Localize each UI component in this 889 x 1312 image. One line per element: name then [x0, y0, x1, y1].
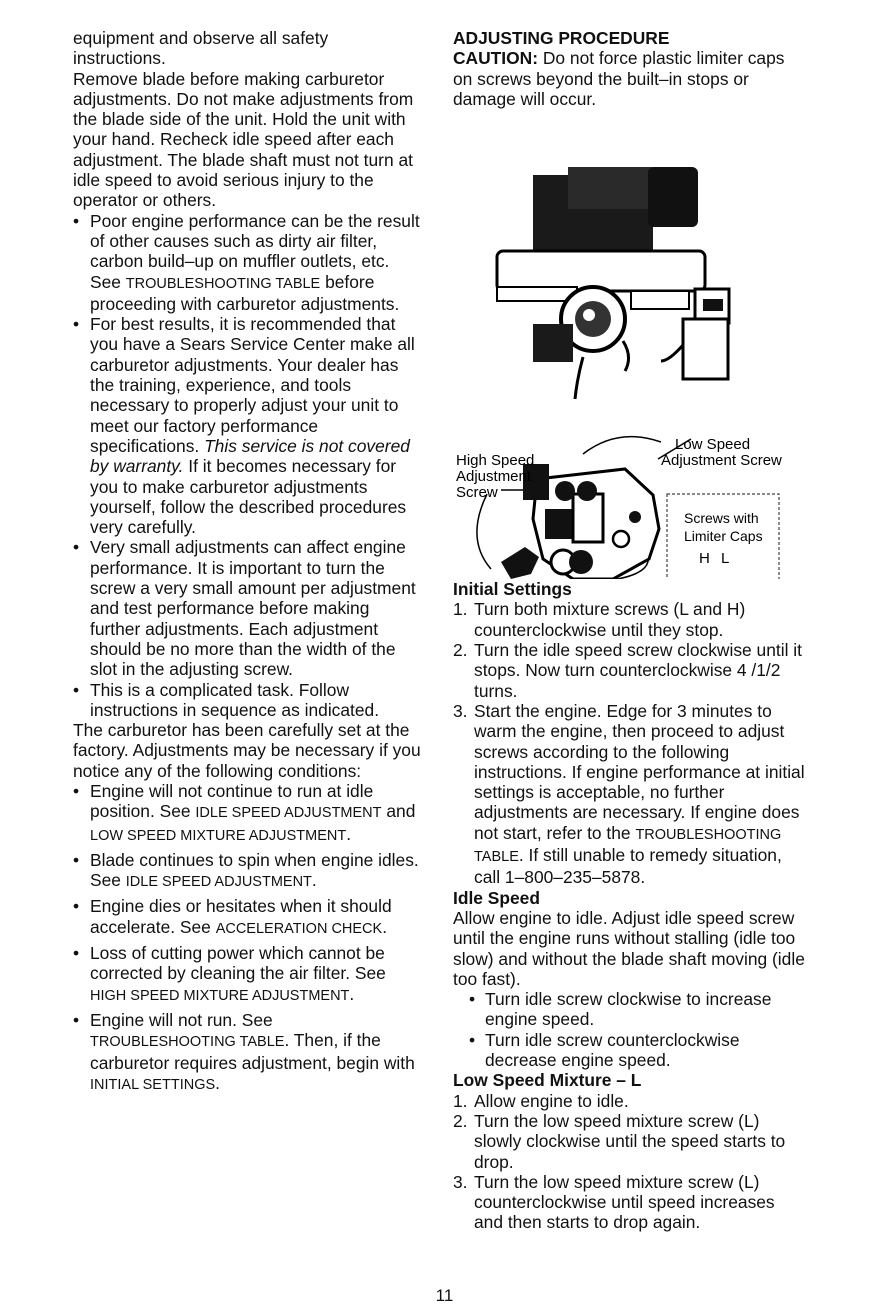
condition-text: Engine dies or hesitates when it should accelerate. See: [90, 896, 392, 937]
left-column: [73, 28, 423, 1095]
bullet-text: before proceeding with carburetor adjustments.: [90, 271, 400, 314]
idle-speed-heading: Idle Speed: [453, 887, 540, 908]
bullet-sears-service: [73, 314, 423, 537]
idle-speed-reference: IDLE SPEED ADJUSTMENT: [195, 805, 382, 822]
condition-loss-of-power: [73, 943, 423, 1006]
bullet-small-adjustments: • Very small adjustments can affect engine performance. It is important to turn the screw a very small amount per adjustment and test performance before making further adjustments. Each adjustment should be no more than the width of the slot in the adjusting screw.: [73, 537, 423, 679]
idle-speed-reference: IDLE SPEED ADJUSTMENT: [125, 874, 312, 891]
step-text: Turn the idle speed screw clockwise until it stops. Now turn counterclockwise 4 /1/2 turns.: [474, 640, 802, 701]
low-speed-heading: Low Speed Mixture – L: [453, 1070, 642, 1091]
condition-blade-spins: [73, 850, 423, 893]
initial-step-3: [453, 701, 808, 888]
bullet-poor-performance: [73, 211, 423, 314]
condition-text: Loss of cutting power which cannot be corrected by cleaning the air filter. See: [90, 943, 386, 984]
factory-set-paragraph: The carburetor has been carefully set at the factory. Adjustments may be necessary if you notice any of the following conditions:: [73, 720, 421, 781]
carburetor-illustration: [453, 109, 808, 579]
intro-paragraph-continued: equipment and observe all safety instructions.: [73, 28, 329, 69]
bullet-text: For best results, it is recommended that you have a Sears Service Center make all carburetor adjustments. Your dealer has the training, experience, and tools necessary to properly adjust your unit to meet our factory performance specifications.: [90, 314, 415, 456]
condition-text: .: [311, 870, 317, 891]
troubleshooting-reference: TROUBLESHOOTING TABLE: [90, 1034, 285, 1051]
condition-text: .: [215, 1072, 220, 1093]
condition-text: .: [382, 916, 388, 937]
limiter-l-label: L: [721, 550, 730, 568]
troubleshooting-reference: TROUBLESHOOTING TABLE: [125, 275, 321, 292]
engine-top-view: [497, 167, 729, 399]
condition-engine-dies: [73, 896, 423, 939]
caution-label: CAUTION:: [453, 48, 539, 69]
condition-will-not-run: [73, 1010, 423, 1095]
limiter-caps-label-line1: Screws with: [684, 510, 759, 527]
initial-settings-heading: Initial Settings: [453, 579, 572, 600]
high-speed-reference: HIGH SPEED MIXTURE ADJUSTMENT: [90, 987, 350, 1004]
condition-text: Blade continues to spin when engine idles. See: [90, 849, 419, 891]
high-speed-label-line2: Adjustment: [456, 468, 532, 486]
carburetor-diagram: [453, 109, 808, 579]
step-text: Turn both mixture screws (L and H) counterclockwise until they stop.: [474, 599, 746, 640]
condition-text: Engine will not run. See: [90, 1009, 273, 1030]
low-speed-label-line1: Low Speed: [675, 436, 751, 454]
bullet-text: If it becomes necessary for you to make carburetor adjustments yourself, follow the described procedures very carefully.: [90, 456, 407, 538]
caution-paragraph: [453, 48, 808, 109]
step-text: Turn the low speed mixture screw (L) counterclockwise until speed increases and then starts to drop again.: [474, 1171, 775, 1233]
step-text: Start the engine. Edge for 3 minutes to warm the engine, then proceed to adjust screws according to the following instructions. If engine performance at initial settings is acceptable, no further adjustments are necessary. If engine does not start, refer to the: [474, 700, 805, 843]
condition-text: Engine will not continue to run at idle position. See: [90, 780, 374, 822]
warranty-note: This service is not covered by warranty.: [90, 435, 410, 477]
condition-text: .: [349, 983, 355, 1004]
low-speed-step-1: [453, 1091, 808, 1111]
page-number: 11: [435, 1286, 454, 1305]
step-number: 2.: [453, 640, 468, 661]
intro-paragraph: Remove blade before making carburetor adjustments. Do not make adjustments from the blade side of the unit. Hold the unit with your hand. Recheck idle speed after each adjustment. The blade shaft must not turn at idle speed to avoid serious injury to the operator or others.: [73, 68, 414, 211]
condition-no-idle: [73, 781, 423, 846]
step-number: 2.: [453, 1110, 468, 1131]
step-text: Turn the low speed mixture screw (L) slowly clockwise until the speed starts to drop.: [474, 1110, 786, 1172]
initial-settings-reference: INITIAL SETTINGS: [90, 1076, 216, 1093]
step-number: 1.: [453, 1090, 468, 1111]
low-speed-reference: LOW SPEED MIXTURE ADJUSTMENT: [90, 827, 347, 844]
initial-step-2: [453, 640, 808, 701]
low-speed-step-3: [453, 1172, 808, 1233]
troubleshooting-reference: TROUBLESHOOTING TABLE: [474, 826, 782, 866]
idle-speed-paragraph: Allow engine to idle. Adjust idle speed screw until the engine runs without stalling (idle too slow) and without the blade shaft moving (idle too fast).: [453, 907, 805, 989]
low-speed-label-line2: Adjustment Screw: [661, 452, 782, 470]
initial-step-1: [453, 599, 808, 640]
step-number: 3.: [453, 1171, 468, 1192]
condition-text: . Then, if the carburetor requires adjustment, begin with: [90, 1030, 415, 1073]
limiter-h-label: H: [699, 550, 710, 568]
low-speed-step-2: [453, 1111, 808, 1172]
condition-text: .: [346, 823, 352, 844]
high-speed-label-line1: High Speed: [456, 452, 535, 470]
step-number: 1.: [453, 599, 468, 620]
step-text: Allow engine to idle.: [474, 1090, 629, 1111]
step-number: 3.: [453, 700, 468, 721]
limiter-caps-label-line2: Limiter Caps: [684, 528, 763, 545]
bullet-complicated-task: • This is a complicated task. Follow instructions in sequence as indicated.: [73, 680, 423, 721]
acceleration-reference: ACCELERATION CHECK: [215, 920, 383, 937]
section-heading: ADJUSTING PROCEDURE: [453, 28, 670, 48]
step-text: . If still unable to remedy situation, call 1–800–235–5878.: [474, 845, 782, 888]
high-speed-label-line3: Screw: [456, 484, 498, 502]
idle-bullet-counterclockwise: • Turn idle screw counterclockwise decrease engine speed.: [453, 1030, 808, 1071]
right-column: [453, 28, 808, 1233]
condition-text: and: [381, 801, 416, 822]
caution-text: Do not force plastic limiter caps on screws beyond the built–in stops or damage will occur.: [453, 48, 785, 109]
bullet-text: Poor engine performance can be the result of other causes such as dirty air filter, carbon build–up on muffler outlets, etc. See: [90, 210, 420, 292]
idle-bullet-clockwise: • Turn idle screw clockwise to increase engine speed.: [453, 989, 808, 1030]
